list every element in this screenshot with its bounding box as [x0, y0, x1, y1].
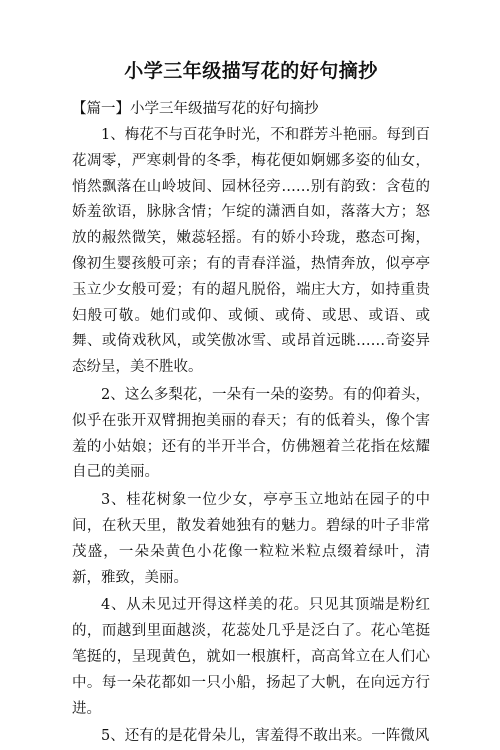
paragraph-5: 5、还有的是花骨朵儿，害羞得不敢出来。一阵微风 [101, 728, 430, 745]
section-heading: 【篇一】小学三年级描写花的好句摘抄 [72, 101, 319, 117]
paragraph-2: 2、这么多梨花，一朵有一朵的姿势。有的仰着头，似乎在张开双臂拥抱美丽的春天；有的低着头，像个害羞的小姑娘；还有的半开半合，仿佛翘着兰花指在炫耀自己的美丽。 [72, 386, 430, 481]
paragraph-3: 3、桂花树象一位少女，亭亭玉立地站在园子的中间，在秋天里，散发着她独有的魅力。碧绿的叶子非常茂盛，一朵朵黄色小花像一粒粒米粒点缀着绿叶，清新，雅致，美丽。 [72, 492, 430, 586]
paragraph-4: 4、从未见过开得这样美的花。只见其顶端是粉红的，而越到里面越淡，花蕊处几乎是泛白了。花心笔挺笔挺的，呈现黄色，就如一根旗杆，高高耸立在人们心中。每一朵花都如一只小船，扬起了大帆，在向远方行进。 [72, 597, 430, 717]
paragraph-1: 1、梅花不与百花争时光，不和群芳斗艳丽。每到百花凋零，严寒刺骨的冬季，梅花便如婀娜多姿的仙女，悄然飘落在山岭坡间、园林径旁……别有韵致：含苞的娇羞欲语，脉脉含情；乍绽的潇洒自如，落落大方；怒放的赧然微笑，嫩蕊轻摇。有的娇小玲珑，憨态可掬，像初生婴孩般可亲；有的青春洋溢，热情奔放，似亭亭玉立少女般可爱；有的超凡脱俗，端庄大方，如持重贵妇般可敬。她们或仰、或倾、或倚、或思、或语、或舞、或倚戏秋风，或笑傲冰雪、或昂首远眺……奇姿异态纷呈，美不胜收。 [72, 127, 430, 376]
document-title: 小学三年级描写花的好句摘抄 [124, 60, 378, 82]
